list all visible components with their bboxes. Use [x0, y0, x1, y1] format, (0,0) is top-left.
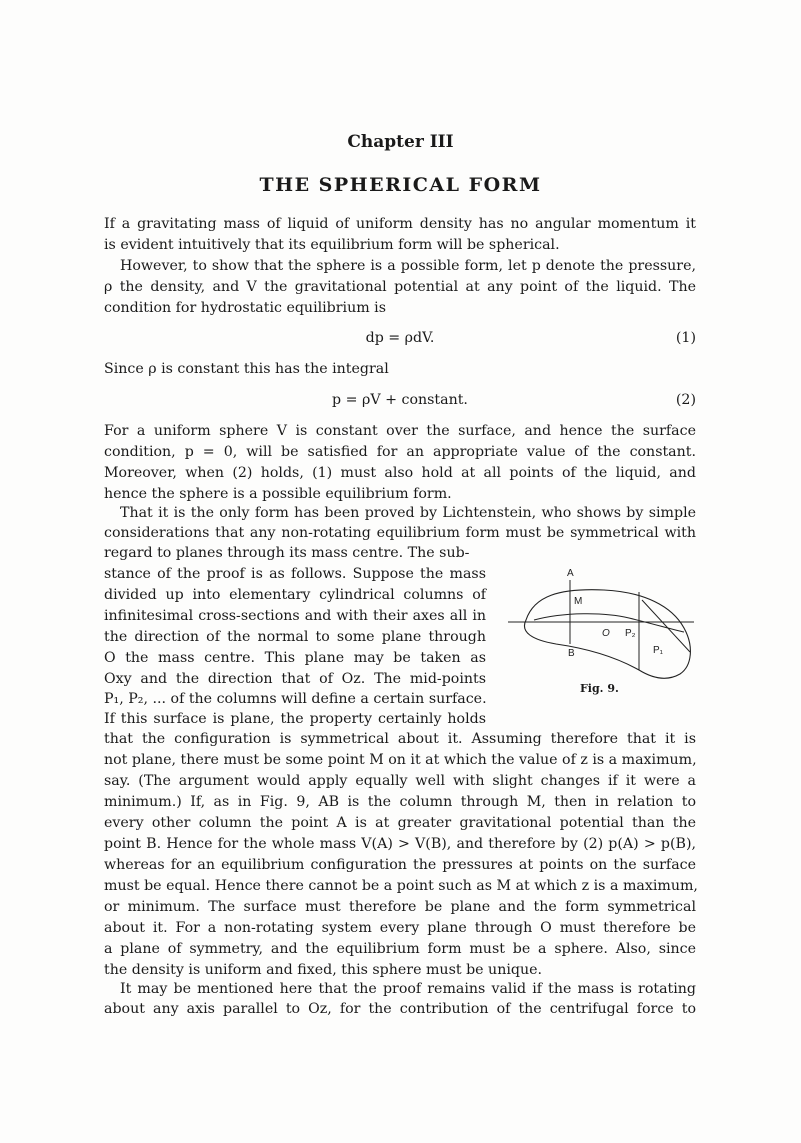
equation-body: p = ρV + constant.: [332, 392, 468, 408]
text-line: or minimum. The surface must therefore be plane and the form symmetrical: [104, 899, 696, 915]
text-line: condition for hydrostatic equilibrium is: [104, 300, 386, 316]
text-line: whereas for an equilibrium configuration the pressures at points on the surface: [104, 857, 696, 873]
label-p2: P₂: [625, 628, 636, 639]
text-line: O the mass centre. This plane may be taken as: [104, 650, 486, 666]
text-line: That it is the only form has been proved by Lichtenstein, who shows by simple: [120, 505, 696, 521]
text-line: It may be mentioned here that the proof remains valid if the mass is rotating: [120, 981, 696, 997]
text-line: the direction of the normal to some plane through: [104, 629, 486, 645]
label-o: O: [602, 628, 610, 639]
text-line: If a gravitating mass of liquid of uniform density has no angular momentum it: [104, 216, 696, 232]
text-line: For a uniform sphere V is constant over the surface, and hence the surface: [104, 423, 696, 439]
text-line: P₁, P₂, ... of the columns will define a certain surface.: [104, 691, 487, 707]
text-line: that the configuration is symmetrical about it. Assuming therefore that it is: [104, 731, 696, 747]
equation-1: [104, 328, 696, 349]
label-b: B: [568, 648, 575, 659]
equation-2: [104, 390, 696, 411]
equation-number: (2): [675, 392, 696, 408]
text-line: infinitesimal cross-sections and with their axes all in: [104, 608, 486, 624]
text-line: divided up into elementary cylindrical columns of: [104, 587, 486, 603]
text-line: say. (The argument would apply equally well with slight changes if it were a: [104, 773, 696, 789]
text-line: condition, p = 0, will be satisfied for an appropriate value of the constant.: [104, 444, 696, 460]
equation-number: (1): [675, 330, 696, 346]
text-line: considerations that any non-rotating equilibrium form must be symmetrical with: [104, 525, 696, 541]
text-line: Moreover, when (2) holds, (1) must also hold at all points of the liquid, and: [104, 465, 696, 481]
text-line: minimum.) If, as in Fig. 9, AB is the column through M, then in relation to: [104, 794, 696, 810]
text-line: about any axis parallel to Oz, for the contribution of the centrifugal force to: [104, 1001, 696, 1017]
text-line: the density is uniform and fixed, this sphere must be unique.: [104, 962, 542, 978]
text-line: about it. For a non-rotating system every plane through O must therefore be: [104, 920, 696, 936]
equation-body: dp = ρdV.: [365, 330, 435, 346]
text-line: point B. Hence for the whole mass V(A) > V(B), and therefore by (2) p(A) > p(B),: [104, 836, 696, 852]
figure-caption: Fig. 9.: [580, 682, 619, 695]
text-line: not plane, there must be some point M on it at which the value of z is a maximum,: [104, 752, 697, 768]
label-a: A: [567, 568, 574, 579]
text-line: regard to planes through its mass centre. The sub-: [104, 545, 470, 561]
label-p1: P₁: [653, 645, 664, 656]
text-line: stance of the proof is as follows. Suppose the mass: [104, 566, 486, 582]
text-line: every other column the point A is at greater gravitational potential than the: [104, 815, 696, 831]
text-line: is evident intuitively that its equilibrium form will be spherical.: [104, 237, 560, 253]
text-line: ρ the density, and V the gravitational potential at any point of the liquid. The: [104, 279, 696, 295]
chapter-title: THE SPHERICAL FORM: [259, 174, 542, 196]
chapter-label: Chapter III: [347, 132, 454, 152]
text-line: a plane of symmetry, and the equilibrium form must be a sphere. Also, since: [104, 941, 696, 957]
text-line: If this surface is plane, the property certainly holds: [104, 711, 486, 727]
label-m: M: [574, 596, 583, 607]
text-line: must be equal. Hence there cannot be a point such as M at which z is a maximum,: [104, 878, 698, 894]
text-line: Since ρ is constant this has the integral: [104, 361, 389, 377]
text-line: Oxy and the direction that of Oz. The mid-points: [104, 671, 486, 687]
figure-diagram: [504, 566, 700, 691]
text-line: However, to show that the sphere is a possible form, let p denote the pressure,: [120, 258, 696, 274]
text-line: hence the sphere is a possible equilibrium form.: [104, 486, 452, 502]
